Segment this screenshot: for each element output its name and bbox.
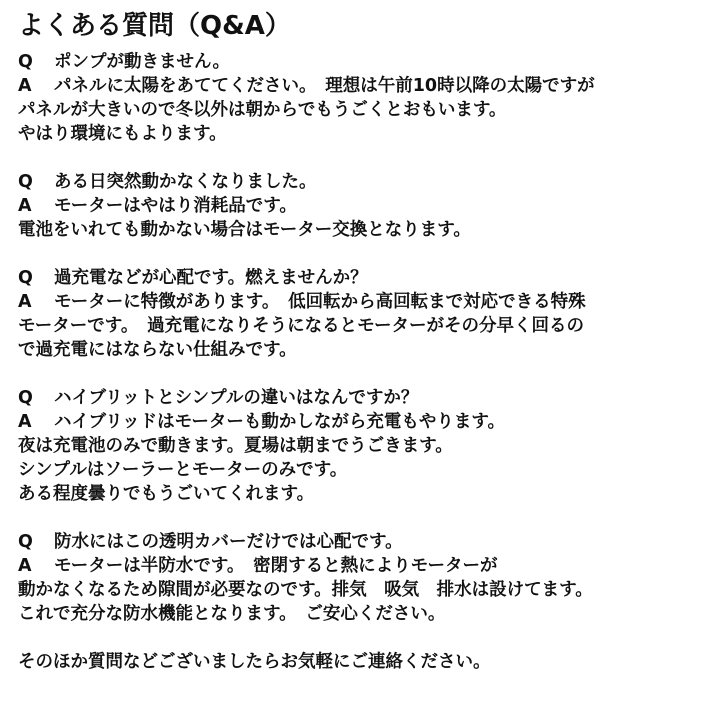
faq-item	[18, 50, 708, 170]
answer-text-line: シンプルはソーラーとモーターのみです。	[18, 460, 348, 480]
spacer	[18, 146, 708, 170]
spacer	[18, 362, 708, 386]
faq-item	[18, 266, 708, 386]
question-mark: Q	[18, 268, 33, 288]
question-line	[18, 530, 708, 554]
answer-text-line: ある程度曇りでもうごいてくれます。	[18, 484, 315, 504]
page-title: よくある質問（Q&A）	[18, 11, 291, 41]
answer-mark: A	[18, 196, 32, 216]
faq-item	[18, 386, 708, 530]
answer-mark: A	[18, 556, 32, 576]
answer-line	[18, 554, 708, 578]
answer-text-line: パネルが大きいので冬以外は朝からでもうごくとおもいます。	[18, 100, 507, 120]
question-text: ポンプが動きません。	[54, 52, 231, 72]
question-line	[18, 170, 708, 194]
question-mark: Q	[18, 532, 33, 552]
question-line	[18, 50, 708, 74]
answer-text: モーターはやはり消耗品です。	[54, 196, 297, 216]
answer-line	[18, 194, 708, 218]
faq-page	[18, 0, 708, 674]
answer-line	[18, 290, 708, 314]
question-mark: Q	[18, 52, 33, 72]
answer-text-line: 電池をいれても動かない場合はモーター交換となります。	[18, 220, 471, 240]
question-mark: Q	[18, 388, 33, 408]
answer-text: パネルに太陽をあててください。 理想は午前10時以降の太陽ですが	[54, 76, 595, 96]
answer-continuation	[18, 314, 708, 362]
question-text: 防水にはこの透明カバーだけでは心配です。	[54, 532, 403, 552]
answer-continuation	[18, 434, 708, 506]
answer-text-line: モーターです。 過充電になりそうになるとモーターがその分早く回るの	[18, 316, 584, 336]
spacer	[18, 506, 708, 530]
answer-line	[18, 410, 708, 434]
answer-text: モーターは半防水です。 密閉すると熱によりモーターが	[54, 556, 498, 576]
question-text: ハイブリットとシンプルの違いはなんですか？	[54, 388, 419, 408]
faq-list	[18, 50, 708, 650]
faq-item	[18, 530, 708, 650]
question-line	[18, 266, 708, 290]
spacer	[18, 626, 708, 650]
answer-text: モーターに特徴があります。 低回転から高回転まで対応できる特殊	[54, 292, 586, 312]
question-mark: Q	[18, 172, 33, 192]
closing-note: そのほか質問などございましたらお気軽にご連絡ください。	[18, 652, 491, 672]
question-text: ある日突然動かなくなりました。	[54, 172, 317, 192]
answer-mark: A	[18, 412, 32, 432]
answer-continuation	[18, 218, 708, 242]
answer-text-line: 夜は充電池のみで動きます。夏場は朝までうごきます。	[18, 436, 453, 456]
answer-text-line: 動かなくなるため隙間が必要なのです。排気 吸気 排水は設けてます。	[18, 580, 593, 600]
answer-text-line: これで充分な防水機能となります。 ご安心ください。	[18, 604, 446, 624]
spacer	[18, 242, 708, 266]
answer-continuation	[18, 578, 708, 626]
question-line	[18, 386, 708, 410]
answer-mark: A	[18, 292, 32, 312]
answer-continuation	[18, 98, 708, 146]
answer-mark: A	[18, 76, 32, 96]
answer-line	[18, 74, 708, 98]
answer-text: ハイブリッドはモーターも動かしながら充電もやります。	[54, 412, 505, 432]
faq-item	[18, 170, 708, 266]
answer-text-line: で過充電にはならない仕組みです。	[18, 340, 297, 360]
answer-text-line: やはり環境にもよります。	[18, 124, 227, 144]
question-text: 過充電などが心配です。燃えませんか？	[54, 268, 368, 288]
